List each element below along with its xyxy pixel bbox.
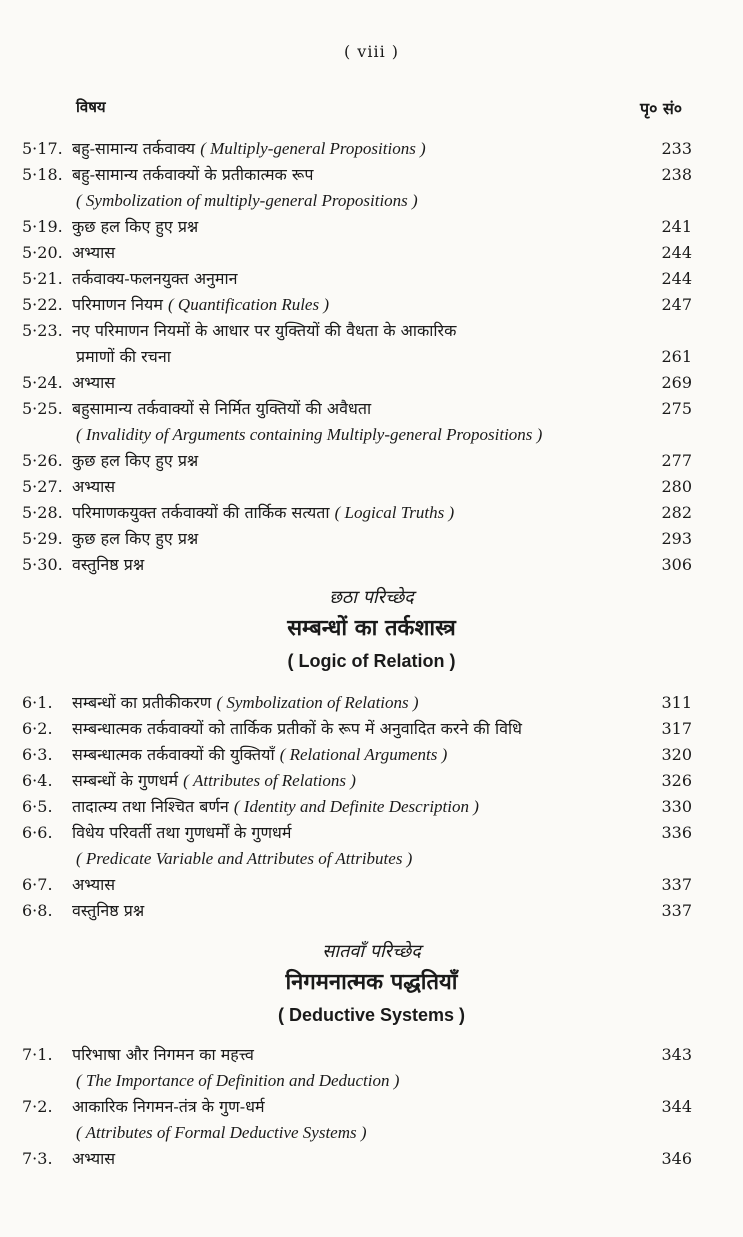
entry-hindi-text: वस्तुनिष्ठ प्रश्न (72, 901, 145, 920)
chapter-7-entries (0, 1042, 743, 1172)
entry-title (72, 1094, 683, 1120)
entry-hindi-text: आकारिक निगमन-तंत्र के गुण-धर्म (72, 1097, 265, 1116)
entry-hindi-text: प्रमाणों की रचना (76, 347, 171, 366)
entry-number: 5·23. (22, 321, 63, 340)
toc-entry (0, 1042, 743, 1068)
column-header-subject: विषय (76, 98, 106, 116)
entry-hindi-text: तादात्म्य तथा निश्चित बर्णन (72, 797, 229, 816)
entry-number: 5·17. (22, 139, 63, 158)
entry-page-number: 241 (661, 217, 692, 236)
entry-number: 5·30. (22, 555, 63, 574)
entry-title (76, 188, 683, 214)
entry-page-number: 244 (661, 269, 692, 288)
entry-page-number: 280 (661, 477, 692, 496)
entry-english-text: ( Predicate Variable and Attributes of Attributes ) (76, 849, 413, 868)
entry-hindi-text: बहु-सामान्य तर्कवाक्य (72, 139, 196, 158)
page-number: ( viii ) (343, 42, 400, 61)
entry-page-number: 336 (661, 823, 692, 842)
entry-title (72, 716, 683, 742)
entry-english-text: ( Identity and Definite Description ) (233, 797, 479, 816)
entry-title (72, 214, 683, 240)
entry-english-text: ( Invalidity of Arguments containing Multiply-general Propositions ) (76, 425, 543, 444)
toc-entry (0, 188, 743, 214)
entry-number: 6·8. (22, 901, 53, 920)
entry-number: 6·3. (22, 745, 53, 764)
entry-title (72, 1042, 683, 1068)
entry-hindi-text: बहु-सामान्य तर्कवाक्यों के प्रतीकात्मक रूप (72, 165, 314, 184)
entry-title (72, 474, 683, 500)
entry-title (72, 898, 683, 924)
toc-entry (0, 136, 743, 162)
toc-entry (0, 500, 743, 526)
entry-number: 7·2. (22, 1097, 53, 1116)
entry-hindi-text: विधेय परिवर्ती तथा गुणधर्मों के गुणधर्म (72, 823, 292, 842)
toc-entry (0, 162, 743, 188)
entry-title (72, 448, 683, 474)
chapter-label: सातवाँ परिच्छेद (322, 941, 421, 962)
entry-title (72, 292, 683, 318)
toc-list (0, 136, 743, 1172)
entry-title (72, 370, 683, 396)
entry-title (72, 396, 683, 422)
toc-entry (0, 1068, 743, 1094)
entry-hindi-text: अभ्यास (72, 373, 116, 392)
entry-hindi-text: अभ्यास (72, 243, 116, 262)
entry-number: 6·7. (22, 875, 53, 894)
entry-page-number: 346 (661, 1149, 692, 1168)
entry-number: 7·1. (22, 1045, 53, 1064)
entry-number: 6·1. (22, 693, 53, 712)
entry-number: 6·4. (22, 771, 53, 790)
toc-entry (0, 794, 743, 820)
entry-page-number: 244 (661, 243, 692, 262)
entry-hindi-text: सम्बन्धात्मक तर्कवाक्यों की युक्तियाँ (72, 745, 275, 764)
entry-title (72, 266, 683, 292)
entry-hindi-text: सम्बन्धों का प्रतीकीकरण (72, 693, 212, 712)
chapter-english-title: ( Deductive Systems ) (277, 1005, 466, 1025)
entry-page-number: 343 (661, 1045, 692, 1064)
toc-entry (0, 292, 743, 318)
chapter-6-entries (0, 690, 743, 924)
entry-title (72, 794, 683, 820)
entry-number: 7·3. (22, 1149, 53, 1168)
entry-hindi-text: सम्बन्धात्मक तर्कवाक्यों को तार्किक प्रतीकों के रूप में अनुवादित करने की विधि (72, 719, 522, 738)
entry-hindi-text: परिमाणन नियम (72, 295, 163, 314)
entry-title (72, 742, 683, 768)
entry-number: 5·29. (22, 529, 63, 548)
entry-hindi-text: अभ्यास (72, 875, 116, 894)
toc-entry (0, 474, 743, 500)
chapter-english-title: ( Logic of Relation ) (287, 651, 456, 671)
entry-english-text: ( Symbolization of multiply-general Propositions ) (76, 191, 418, 210)
chapter-7-heading (0, 938, 743, 1032)
entry-english-text: ( Quantification Rules ) (168, 295, 330, 314)
entry-number: 6·5. (22, 797, 53, 816)
toc-entry (0, 240, 743, 266)
entry-hindi-text: तर्कवाक्य-फलनयुक्त अनुमान (72, 269, 238, 288)
entry-english-text: ( Attributes of Formal Deductive Systems ) (76, 1123, 367, 1142)
entry-hindi-text: परिमाणकयुक्त तर्कवाक्यों की तार्किक सत्यता (72, 503, 330, 522)
entry-page-number: 306 (661, 555, 692, 574)
entry-title (76, 846, 683, 872)
entry-number: 5·18. (22, 165, 63, 184)
entry-english-text: ( Relational Arguments ) (279, 745, 448, 764)
entry-title (72, 820, 683, 846)
toc-entry (0, 846, 743, 872)
chapter-6-heading (0, 584, 743, 678)
entry-hindi-text: कुछ हल किए हुए प्रश्न (72, 451, 199, 470)
entry-page-number: 344 (661, 1097, 692, 1116)
entry-page-number: 247 (661, 295, 692, 314)
entry-number: 6·6. (22, 823, 53, 842)
toc-entry (0, 552, 743, 578)
toc-entry (0, 266, 743, 292)
toc-entry (0, 526, 743, 552)
entry-number: 5·22. (22, 295, 63, 314)
entry-hindi-text: नए परिमाणन नियमों के आधार पर युक्तियों की वैधता के आकारिक (72, 321, 457, 340)
toc-entry (0, 742, 743, 768)
entry-page-number: 293 (661, 529, 692, 548)
entry-title (72, 136, 683, 162)
entry-hindi-text: अभ्यास (72, 1149, 116, 1168)
entry-page-number: 261 (661, 347, 692, 366)
entry-hindi-text: परिभाषा और निगमन का महत्त्व (72, 1045, 254, 1064)
entry-hindi-text: अभ्यास (72, 477, 116, 496)
toc-entry (0, 872, 743, 898)
entry-page-number: 269 (661, 373, 692, 392)
entry-title (76, 1120, 683, 1146)
entry-title (72, 500, 683, 526)
entry-number: 5·24. (22, 373, 63, 392)
entry-title (72, 1146, 683, 1172)
column-header-page: पृ० सं० (640, 99, 683, 118)
entry-number: 5·28. (22, 503, 63, 522)
entry-page-number: 337 (661, 901, 692, 920)
entry-title (72, 552, 683, 578)
entry-title (72, 240, 683, 266)
toc-entry (0, 1094, 743, 1120)
entry-english-text: ( Symbolization of Relations ) (216, 693, 419, 712)
entry-number: 6·2. (22, 719, 53, 738)
toc-entry (0, 690, 743, 716)
entry-page-number: 317 (661, 719, 692, 738)
section-5-entries (0, 136, 743, 578)
entry-page-number: 238 (661, 165, 692, 184)
entry-page-number: 326 (661, 771, 692, 790)
toc-entry (0, 214, 743, 240)
entry-title (76, 344, 683, 370)
entry-english-text: ( Multiply-general Propositions ) (200, 139, 426, 158)
entry-hindi-text: कुछ हल किए हुए प्रश्न (72, 217, 199, 236)
entry-hindi-text: कुछ हल किए हुए प्रश्न (72, 529, 199, 548)
toc-entry (0, 768, 743, 794)
entry-number: 5·21. (22, 269, 63, 288)
entry-number: 5·25. (22, 399, 63, 418)
entry-page-number: 282 (661, 503, 692, 522)
toc-entry (0, 318, 743, 344)
toc-entry (0, 422, 743, 448)
entry-page-number: 320 (661, 745, 692, 764)
entry-number: 5·27. (22, 477, 63, 496)
entry-number: 5·19. (22, 217, 63, 236)
entry-title (72, 526, 683, 552)
toc-entry (0, 1146, 743, 1172)
entry-hindi-text: वस्तुनिष्ठ प्रश्न (72, 555, 145, 574)
entry-page-number: 311 (661, 693, 692, 712)
toc-entry (0, 448, 743, 474)
entry-english-text: ( Attributes of Relations ) (183, 771, 356, 790)
entry-title (72, 872, 683, 898)
entry-title (76, 422, 683, 448)
toc-entry (0, 716, 743, 742)
entry-title (72, 690, 683, 716)
toc-entry (0, 898, 743, 924)
toc-entry (0, 1120, 743, 1146)
entry-page-number: 330 (661, 797, 692, 816)
entry-page-number: 337 (661, 875, 692, 894)
entry-english-text: ( Logical Truths ) (334, 503, 455, 522)
entry-hindi-text: बहुसामान्य तर्कवाक्यों से निर्मित युक्तियों की अवैधता (72, 399, 372, 418)
entry-number: 5·20. (22, 243, 63, 262)
entry-number: 5·26. (22, 451, 63, 470)
toc-entry (0, 396, 743, 422)
chapter-title: सम्बन्धों का तर्कशास्त्र (287, 615, 456, 641)
entry-title (72, 162, 683, 188)
chapter-title: निगमनात्मक पद्धतियाँ (285, 969, 458, 995)
entry-page-number: 233 (661, 139, 692, 158)
toc-entry (0, 820, 743, 846)
entry-hindi-text: सम्बन्धों के गुणधर्म (72, 771, 179, 790)
entry-title (76, 1068, 683, 1094)
entry-title (72, 768, 683, 794)
toc-entry (0, 344, 743, 370)
entry-english-text: ( The Importance of Definition and Deduction ) (76, 1071, 400, 1090)
entry-title (72, 318, 683, 344)
entry-page-number: 275 (661, 399, 692, 418)
entry-page-number: 277 (661, 451, 692, 470)
chapter-label: छठा परिच्छेद (329, 587, 414, 608)
toc-entry (0, 370, 743, 396)
